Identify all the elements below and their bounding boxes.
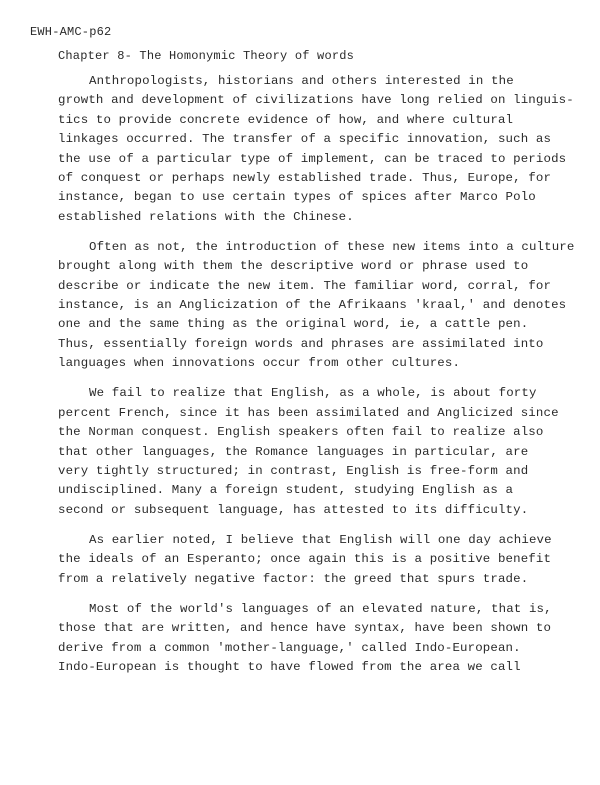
- text-line: Indo-European is thought to have flowed from the area we call: [58, 660, 521, 675]
- text-line: We fail to realize that English, as a whole, is about forty: [89, 386, 537, 401]
- text-line: second or subsequent language, has attested to its difficulty.: [58, 502, 529, 517]
- text-line: derive from a common 'mother-language,' called Indo-European.: [58, 640, 521, 655]
- text-line: As earlier noted, I believe that English will one day achieve: [89, 532, 552, 547]
- paragraph-2: [58, 238, 578, 374]
- text-line: those that are written, and hence have syntax, have been shown to: [58, 621, 552, 636]
- paragraph-5: [58, 600, 578, 678]
- text-line: brought along with them the descriptive word or phrase used to: [58, 259, 529, 274]
- chapter-title: Chapter 8- The Homonymic Theory of words: [58, 49, 355, 63]
- body-text: [58, 72, 578, 678]
- text-line: the Norman conquest. English speakers often fail to realize also: [58, 425, 544, 440]
- text-line: Often as not, the introduction of these new items into a culture: [89, 239, 575, 254]
- text-line: percent French, since it has been assimilated and Anglicized since: [58, 405, 559, 420]
- paragraph-gap: [58, 520, 578, 531]
- text-line: undisciplined. Many a foreign student, studying English as a: [58, 483, 514, 498]
- page-code: EWH-AMC-p62: [30, 25, 112, 39]
- text-line: Anthropologists, historians and others interested in the: [89, 74, 514, 88]
- text-line: the ideals of an Esperanto; once again this is a positive benefit: [58, 552, 552, 567]
- text-line: of conquest or perhaps newly established trade. Thus, Europe, for: [58, 170, 552, 185]
- text-line: from a relatively negative factor: the greed that spurs trade.: [58, 571, 529, 586]
- text-line: linkages occurred. The transfer of a specific innovation, such as: [58, 132, 552, 147]
- paragraph-gap: [58, 374, 578, 385]
- paragraph-4: [58, 531, 578, 589]
- text-line: languages when innovations occur from other cultures.: [58, 356, 461, 371]
- text-line: one and the same thing as the original word, ie, a cattle pen.: [58, 317, 529, 332]
- paragraph-3: [58, 384, 578, 520]
- text-line: describe or indicate the new item. The familiar word, corral, for: [58, 278, 552, 293]
- text-line: established relations with the Chinese.: [58, 209, 354, 224]
- paragraph-gap: [58, 227, 578, 238]
- paragraph-1: [58, 72, 578, 227]
- text-line: Most of the world's languages of an elevated nature, that is,: [89, 601, 552, 616]
- text-line: tics to provide concrete evidence of how, and where cultural: [58, 112, 514, 127]
- text-line: the use of a particular type of implement, can be traced to periods: [58, 151, 567, 166]
- text-line: growth and development of civilizations have long relied on linguis-: [58, 93, 574, 108]
- text-line: instance, is an Anglicization of the Afrikaans 'kraal,' and denotes: [58, 298, 567, 313]
- text-line: very tightly structured; in contrast, English is free-form and: [58, 464, 529, 479]
- text-line: that other languages, the Romance languages in particular, are: [58, 444, 529, 459]
- text-line: instance, began to use certain types of spices after Marco Polo: [58, 190, 536, 205]
- paragraph-gap: [58, 589, 578, 600]
- text-line: Thus, essentially foreign words and phrases are assimilated into: [58, 336, 544, 351]
